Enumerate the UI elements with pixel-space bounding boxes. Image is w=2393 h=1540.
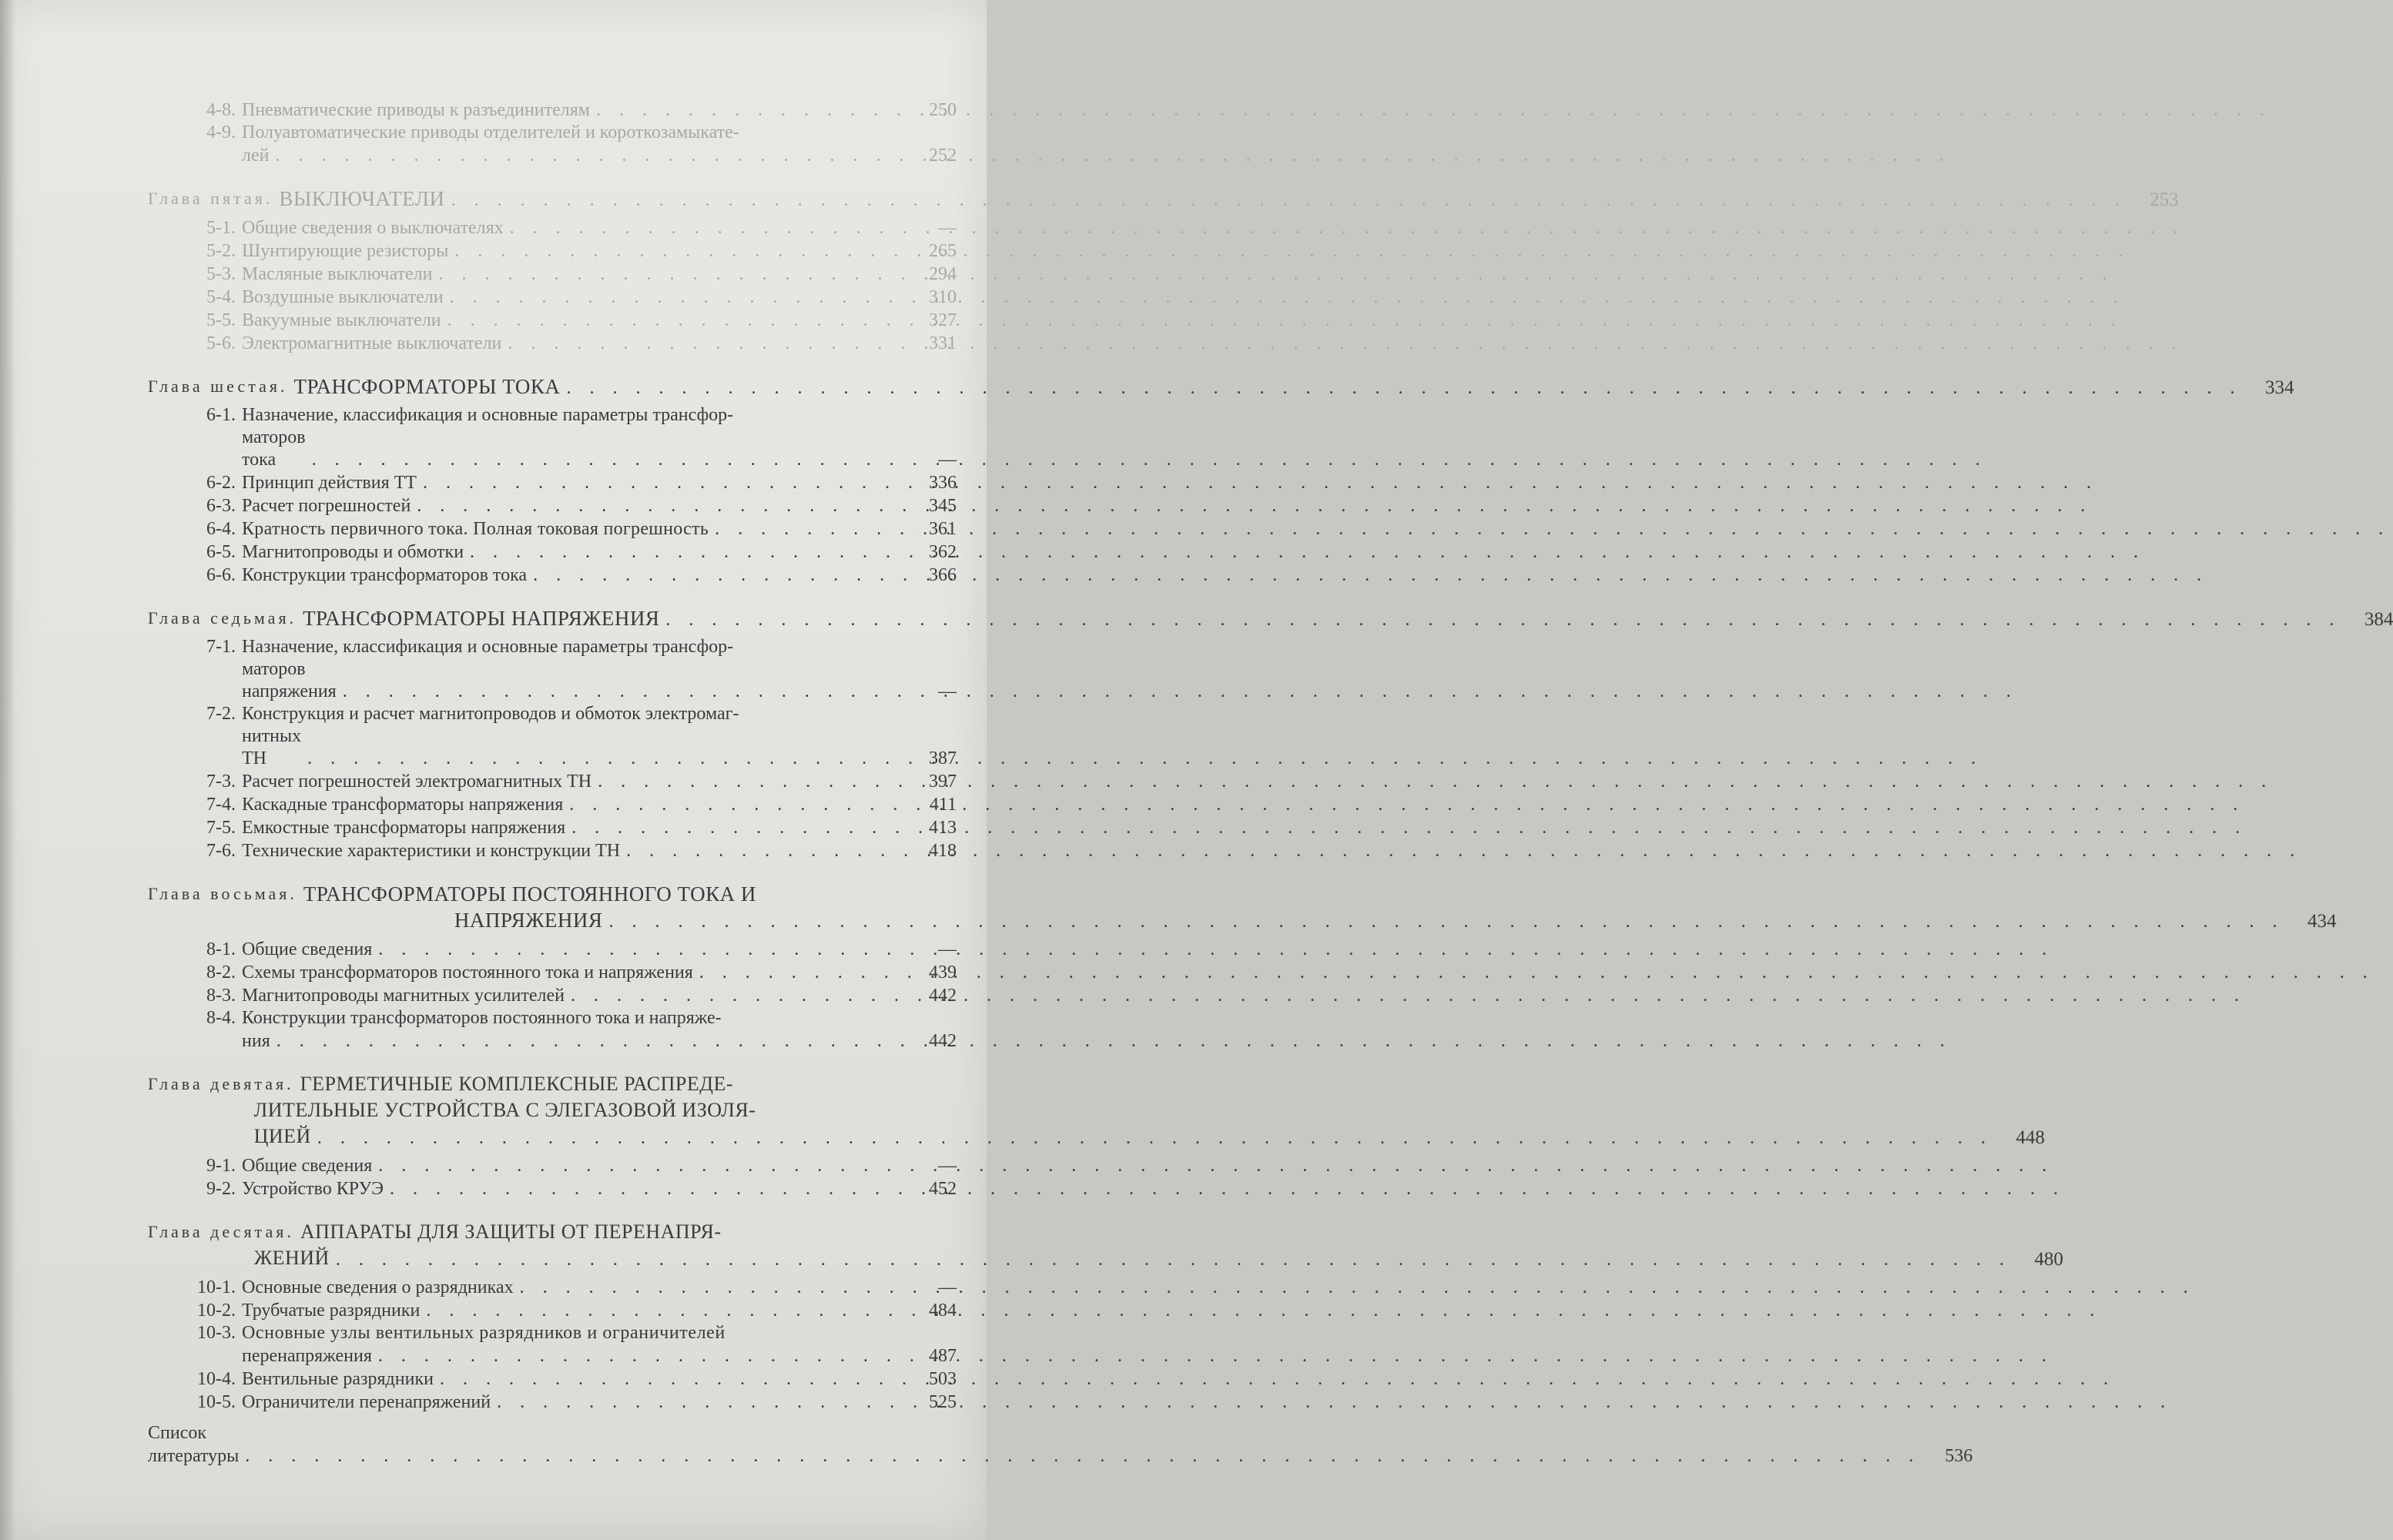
leader-dots [497,1391,2172,1414]
entry-number: 10-1. [197,1277,236,1297]
leader-dots [312,448,1987,471]
leader-dots [390,1177,2065,1200]
entry-page: — [938,218,957,238]
chapter-word: Глава десятая. [148,1222,294,1241]
entry-number: 10-5. [197,1392,236,1412]
entry-title: Масляные выключатели [242,264,433,284]
toc-entry [188,517,957,541]
entry-number: 6-2. [206,473,236,493]
entry-number: 7-3. [206,772,236,792]
entry-title: Воздушные выключатели [242,287,444,307]
entry-number: 8-2. [206,962,236,983]
leader-dots [569,793,2244,816]
literature-entry [148,1421,1973,1468]
entry-title-line2: маторов напряжения [242,659,337,701]
chapter-page: 434 [2307,911,2337,932]
entry-page: 345 [929,496,957,516]
entry-title-line1: Полуавтоматические приводы отделителей и короткозамыкате- [242,122,739,142]
leader-dots [470,541,2145,564]
chapter-heading [148,373,2294,400]
leader-dots [245,1445,1920,1468]
leader-dots [571,984,2246,1007]
chapter-page: 334 [2264,377,2294,398]
toc-entry [188,984,957,1007]
entry-page: 310 [929,287,957,307]
leader-dots [336,1248,2011,1271]
entry-number: 6-4. [206,519,236,539]
entry-page: 442 [929,1031,957,1051]
toc-entry [188,1007,957,1053]
literature-page: 536 [1945,1446,1973,1466]
entry-title: Шунтирующие резисторы [242,241,449,261]
entry-title: Устройство КРУЭ [242,1179,384,1199]
entry-page: — [938,939,957,959]
entry-page: 294 [929,264,957,284]
chapter-six [148,373,2294,587]
chapter-heading [148,1071,2045,1150]
entry-title: Общие сведения [242,1156,373,1176]
chapter-word: Глава девятая. [148,1074,294,1093]
entry-title-line2: перенапряжения [242,1346,372,1366]
entry-number: 5-4. [206,287,236,307]
toc-entry [188,286,957,309]
entry-page: 442 [929,986,957,1006]
entry-title: Конструкции трансформаторов тока [242,565,528,585]
chapter-title-line1: ГЕРМЕТИЧНЫЕ КОМПЛЕКСНЫЕ РАСПРЕДЕ- [300,1073,733,1095]
toc-entry [182,1368,957,1391]
entry-page: 252 [929,146,957,166]
toc-entry [188,216,957,239]
leader-dots [598,770,2273,793]
entry-title-line2: маторов тока [242,427,306,470]
entry-number: 8-4. [206,1008,236,1028]
entry-number: 7-1. [206,637,236,657]
entry-page: 331 [929,333,957,353]
chapter-heading [148,881,2337,933]
toc-entry [188,404,957,471]
chapter-title-line2: ЛИТЕЛЬНЫЕ УСТРОЙСТВА С ЭЛЕГАЗОВОЙ ИЗОЛЯ- [253,1099,756,1121]
entry-page: 366 [929,565,957,585]
chapter-title-line1: ТРАНСФОРМАТОРЫ ПОСТОЯННОГО ТОКА И [303,882,756,906]
entry-number: 5-6. [206,333,236,353]
leader-dots [440,1368,2115,1391]
leader-dots [417,494,2092,517]
chapter-page: 480 [2034,1249,2063,1270]
entry-title: Пневматические приводы к разъединителям [242,100,590,120]
entry-title: Расчет погрешностей электромагнитных ТН [242,772,592,792]
chapter-page: 384 [2364,609,2393,630]
literature-title: Список литературы [148,1423,240,1466]
toc-entry [188,816,957,839]
entry-number: 7-5. [206,818,236,838]
entry-title: Трубчатые разрядники [242,1301,421,1321]
entry-number: 6-3. [206,496,236,516]
chapter-title-line2: ЖЕНИЙ [253,1247,330,1269]
entry-page: 439 [929,962,957,983]
entry-number: 9-1. [206,1156,236,1176]
entry-number: 7-2. [206,704,236,724]
chapter-seven [148,605,2393,862]
chapter-five [148,186,2179,355]
leader-dots [571,816,2247,839]
entry-title-line1: Назначение, классификация и основные параметры трансфор- [242,405,734,425]
chapter-heading [148,1219,2063,1271]
entry-title: Вакуумные выключатели [242,310,441,330]
entry-number: 6-6. [206,565,236,585]
leader-dots [277,1029,1952,1053]
toc-entry [188,239,957,263]
entry-page: 525 [929,1392,957,1412]
entry-title-line1: Основные узлы вентильных разрядников и ограничителей [242,1323,726,1343]
entry-number: 8-3. [206,986,236,1006]
leader-dots [451,189,2127,212]
chapter-ten [148,1219,2063,1414]
entry-title: Технические характеристики и конструкции ТН [242,841,621,861]
chapter-title-line2: НАПРЯЖЕНИЯ [454,909,603,932]
entry-page: 397 [929,772,957,792]
entry-page: 418 [929,841,957,861]
entry-title-line1: Назначение, классификация и основные параметры трансфор- [242,637,734,657]
entry-title: Расчет погрешностей [242,496,411,516]
leader-dots [450,286,2125,309]
chapter-title-line3: ЦИЕЙ [253,1125,311,1147]
toc-entry [182,1276,957,1299]
chapter-eight [148,881,2337,1053]
leader-dots [378,1344,2053,1368]
toc-entry [188,636,957,703]
chapter-page: 448 [2016,1127,2045,1148]
entry-page: 265 [929,241,957,261]
entry-title: Вентильные разрядники [242,1369,434,1389]
entry-title-line2: нитных ТН [242,726,302,768]
chapter-heading [148,186,2179,212]
leader-dots [275,144,1950,167]
entry-number: 7-4. [206,795,236,815]
entry-title: Емкостные трансформаторы напряжения [242,818,566,838]
entry-page: — [938,1277,957,1297]
entry-page: — [938,450,957,470]
entry-page: 411 [929,795,957,815]
toc-entry [188,770,957,793]
leader-dots [566,377,2241,400]
entry-title-line2: лей [242,146,270,166]
toc-entry [188,839,957,862]
leader-dots [665,608,2341,631]
leader-dots [343,680,2018,703]
entry-title: Ограничители перенапряжений [242,1392,491,1412]
toc-entry [188,263,957,286]
entry-title: Схемы трансформаторов постоянного тока и напряжения [242,962,693,983]
entry-number: 7-6. [206,841,236,861]
toc-entry [188,332,957,355]
toc-entry [188,541,957,564]
leader-dots [378,1154,2053,1177]
entry-number: 4-8. [206,100,236,120]
chapter-heading [148,605,2393,631]
entry-page: 503 [929,1369,957,1389]
toc-entry [188,1154,957,1177]
toc-entry [188,703,957,770]
chapter-word: Глава седьмая. [148,608,297,628]
entry-page: 484 [929,1301,957,1321]
entry-number: 5-5. [206,310,236,330]
leader-dots [508,332,2183,355]
toc-entry [188,793,957,816]
entry-page: — [938,1156,957,1176]
entry-number: 4-9. [206,122,236,142]
entry-page: 452 [929,1179,957,1199]
leader-dots [533,564,2208,587]
toc-entry [182,1322,957,1368]
entry-title: Магнитопроводы и обмотки [242,542,464,562]
chapter-word: Глава пятая. [148,189,273,208]
entry-title: Электромагнитные выключатели [242,333,502,353]
leader-dots [626,839,2301,862]
entry-number: 5-1. [206,218,236,238]
entry-page: 250 [929,100,957,120]
entry-number: 5-2. [206,241,236,261]
chapter-title: ТРАНСФОРМАТОРЫ НАПРЯЖЕНИЯ [303,607,660,630]
entry-number: 10-4. [197,1369,236,1389]
entry-page: 387 [929,748,957,768]
leader-dots [454,239,2130,263]
leader-dots [378,938,2053,961]
entry-page: 336 [929,473,957,493]
leader-dots [608,910,2284,933]
toc-entry [188,564,957,587]
toc-entry [182,1391,957,1414]
toc-entry [188,1177,957,1200]
chapter-title: ВЫКЛЮЧАТЕЛИ [279,187,445,210]
entry-number: 8-1. [206,939,236,959]
leader-dots [596,99,2271,122]
entry-number: 6-1. [206,405,236,425]
table-of-contents [148,99,2393,1468]
entry-page: — [938,681,957,701]
chapter-four-tail [148,99,957,167]
entry-number: 9-2. [206,1179,236,1199]
entry-number: 10-3. [197,1323,236,1343]
toc-entry [188,309,957,332]
leader-dots [317,1127,1992,1150]
toc-entry [188,122,957,167]
entry-title: Принцип действия ТТ [242,473,417,493]
leader-dots [423,471,2098,494]
leader-dots [520,1276,2195,1299]
leader-dots [438,263,2113,286]
entry-page: 413 [929,818,957,838]
chapter-title: ТРАНСФОРМАТОРЫ ТОКА [293,375,561,398]
leader-dots [510,216,2185,239]
entry-title: Общие сведения о выключателях [242,218,504,238]
chapter-word: Глава восьмая. [148,884,297,903]
chapter-title-line1: АППАРАТЫ ДЛЯ ЗАЩИТЫ ОТ ПЕРЕНАПРЯ- [300,1220,722,1243]
entry-number: 6-5. [206,542,236,562]
entry-title-line2: ния [242,1031,270,1051]
toc-entry [182,1299,957,1322]
entry-title: Кратность первичного тока. Полная токовая погрешность [242,519,709,539]
toc-entry [188,938,957,961]
entry-title: Общие сведения [242,939,373,959]
entry-number: 10-2. [197,1301,236,1321]
entry-title: Магнитопроводы магнитных усилителей [242,986,565,1006]
entry-title-line1: Конструкция и расчет магнитопроводов и обмоток электромаг- [242,704,739,724]
leader-dots [715,517,2390,541]
entry-page: 362 [929,542,957,562]
leader-dots [307,747,1982,770]
chapter-nine [148,1071,2045,1200]
entry-title: Основные сведения о разрядниках [242,1277,514,1297]
entry-title: Каскадные трансформаторы напряжения [242,795,564,815]
toc-entry [188,99,957,122]
chapter-word: Глава шестая. [148,377,288,396]
entry-page: 361 [929,519,957,539]
toc-entry [188,471,957,494]
chapter-page: 253 [2150,189,2179,210]
leader-dots [426,1299,2101,1322]
toc-entry [188,494,957,517]
leader-dots [447,309,2123,332]
entry-page: 487 [929,1346,957,1366]
entry-title-line1: Конструкции трансформаторов постоянного тока и напряже- [242,1008,722,1028]
entry-number: 5-3. [206,264,236,284]
toc-entry [188,961,957,984]
entry-page: 327 [929,310,957,330]
